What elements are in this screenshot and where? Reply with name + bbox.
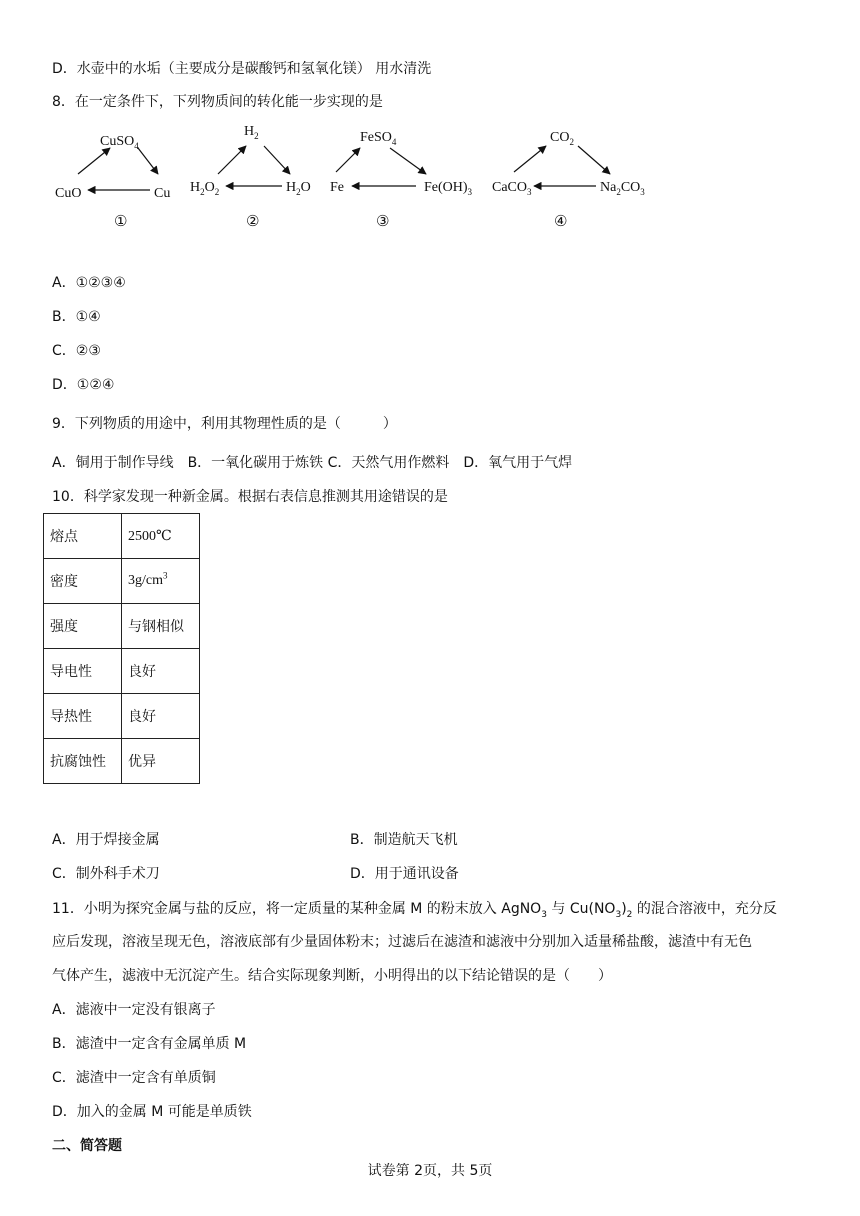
arrow-1-left-top xyxy=(78,148,110,174)
property-value: 优异 xyxy=(122,739,200,784)
diagram-4-number: ④ xyxy=(554,212,568,230)
page-footer: 试卷第 2页，共 5页 xyxy=(367,1163,493,1179)
table-row xyxy=(44,694,200,739)
q9-options: A．铜用于制作导线 B．一氧化碳用于炼铁 C．天然气用作燃料 D．氧气用于气焊 xyxy=(52,455,573,471)
q11-stem-line-2: 应后发现，溶液呈现无色，溶液底部有少量固体粉末；过滤后在滤渣和滤液中分别加入适量稀盐酸，滤渣中有无色 xyxy=(52,934,752,950)
q8-stem: 8．在一定条件下，下列物质间的转化能一步实现的是 xyxy=(52,94,383,110)
diagram-2-number: ② xyxy=(246,212,260,230)
q7-option-d: D．水壶中的水垢（主要成分是碳酸钙和氢氧化镁） 用水清洗 xyxy=(52,61,432,77)
diagram-3-left-substance: Fe xyxy=(330,180,344,195)
arrow-4-left-top xyxy=(514,146,546,172)
property-name: 导电性 xyxy=(44,649,122,694)
metal-properties-table xyxy=(43,513,200,784)
diagram-1-number: ① xyxy=(114,212,128,230)
q8-option-d: D．①②④ xyxy=(52,377,115,393)
arrow-2-top-right xyxy=(264,146,290,174)
q11-option-d: D．加入的金属 M 可能是单质铁 xyxy=(52,1104,252,1120)
arrow-3-left-top xyxy=(336,148,360,172)
arrow-4-top-right xyxy=(578,146,610,174)
property-value: 良好 xyxy=(122,694,200,739)
diagram-2-right-substance: $H_2O$ xyxy=(286,180,311,197)
diagram-4-left-substance: CaCO$_3$ xyxy=(492,180,532,197)
property-name: 抗腐蚀性 xyxy=(44,739,122,784)
table-row xyxy=(44,514,200,559)
diagram-4-top-substance: $CO_2$ xyxy=(550,130,574,147)
property-value: 与钢相似 xyxy=(122,604,200,649)
q8-option-a: A．①②③④ xyxy=(52,275,126,291)
property-value: 2500℃ xyxy=(122,514,200,559)
diagram-4-right-substance: $Na_2CO_3$ xyxy=(600,180,645,197)
arrow-1-top-right xyxy=(138,148,158,174)
property-name: 熔点 xyxy=(44,514,122,559)
diagram-2-top-substance: $H_2$ xyxy=(244,124,259,141)
table-row xyxy=(44,604,200,649)
table-row xyxy=(44,739,200,784)
q8-conversion-diagrams xyxy=(50,124,670,234)
q10-option-c: C．制外科手术刀 xyxy=(52,866,160,882)
diagram-1-left-substance: CuO xyxy=(55,186,82,201)
property-name: 密度 xyxy=(44,559,122,604)
table-row xyxy=(44,649,200,694)
q8-option-b: B．①④ xyxy=(52,309,101,325)
q11-option-a: A．滤液中一定没有银离子 xyxy=(52,1002,216,1018)
q11-option-c: C．滤渣中一定含有单质铜 xyxy=(52,1070,216,1086)
property-name: 导热性 xyxy=(44,694,122,739)
diagram-3-number: ③ xyxy=(376,212,390,230)
diagram-3-top-substance: FeSO$_4$ xyxy=(360,130,397,147)
table-row xyxy=(44,559,200,604)
q9-stem: 9．下列物质的用途中，利用其物理性质的是（ ） xyxy=(52,416,397,432)
q10-stem: 10．科学家发现一种新金属。根据右表信息推测其用途错误的是 xyxy=(52,489,448,505)
diagram-3-right-substance: $Fe(OH)_3$ xyxy=(424,180,473,197)
property-name: 强度 xyxy=(44,604,122,649)
diagram-1-right-substance: Cu xyxy=(154,186,171,201)
q8-option-c: C．②③ xyxy=(52,343,101,359)
q11-stem-line-3: 气体产生，滤液中无沉淀产生。结合实际现象判断，小明得出的以下结论错误的是（ ） xyxy=(52,968,612,984)
q10-option-a: A．用于焊接金属 xyxy=(52,832,160,848)
arrow-2-left-top xyxy=(218,146,246,174)
section-heading: 二、简答题 xyxy=(52,1138,122,1154)
property-value: $3g/cm^3$ xyxy=(122,559,200,604)
q11-option-b: B．滤渣中一定含有金属单质 M xyxy=(52,1036,247,1052)
q10-option-b: B．制造航天飞机 xyxy=(350,832,458,848)
q10-option-d: D．用于通讯设备 xyxy=(350,866,459,882)
property-value: 良好 xyxy=(122,649,200,694)
q11-stem-line-1: 11．小明为探究金属与盐的反应，将一定质量的某种金属 M 的粉末放入 AgNO$_3$ 与 $Cu(NO_3)_2$ 的混合溶液中，充分反 xyxy=(52,901,777,920)
diagram-1-top-substance: CuSO$_4$ xyxy=(100,134,139,151)
diagram-2-left-substance: $H_2O_2$ xyxy=(190,180,220,197)
arrow-3-top-right xyxy=(390,148,426,174)
